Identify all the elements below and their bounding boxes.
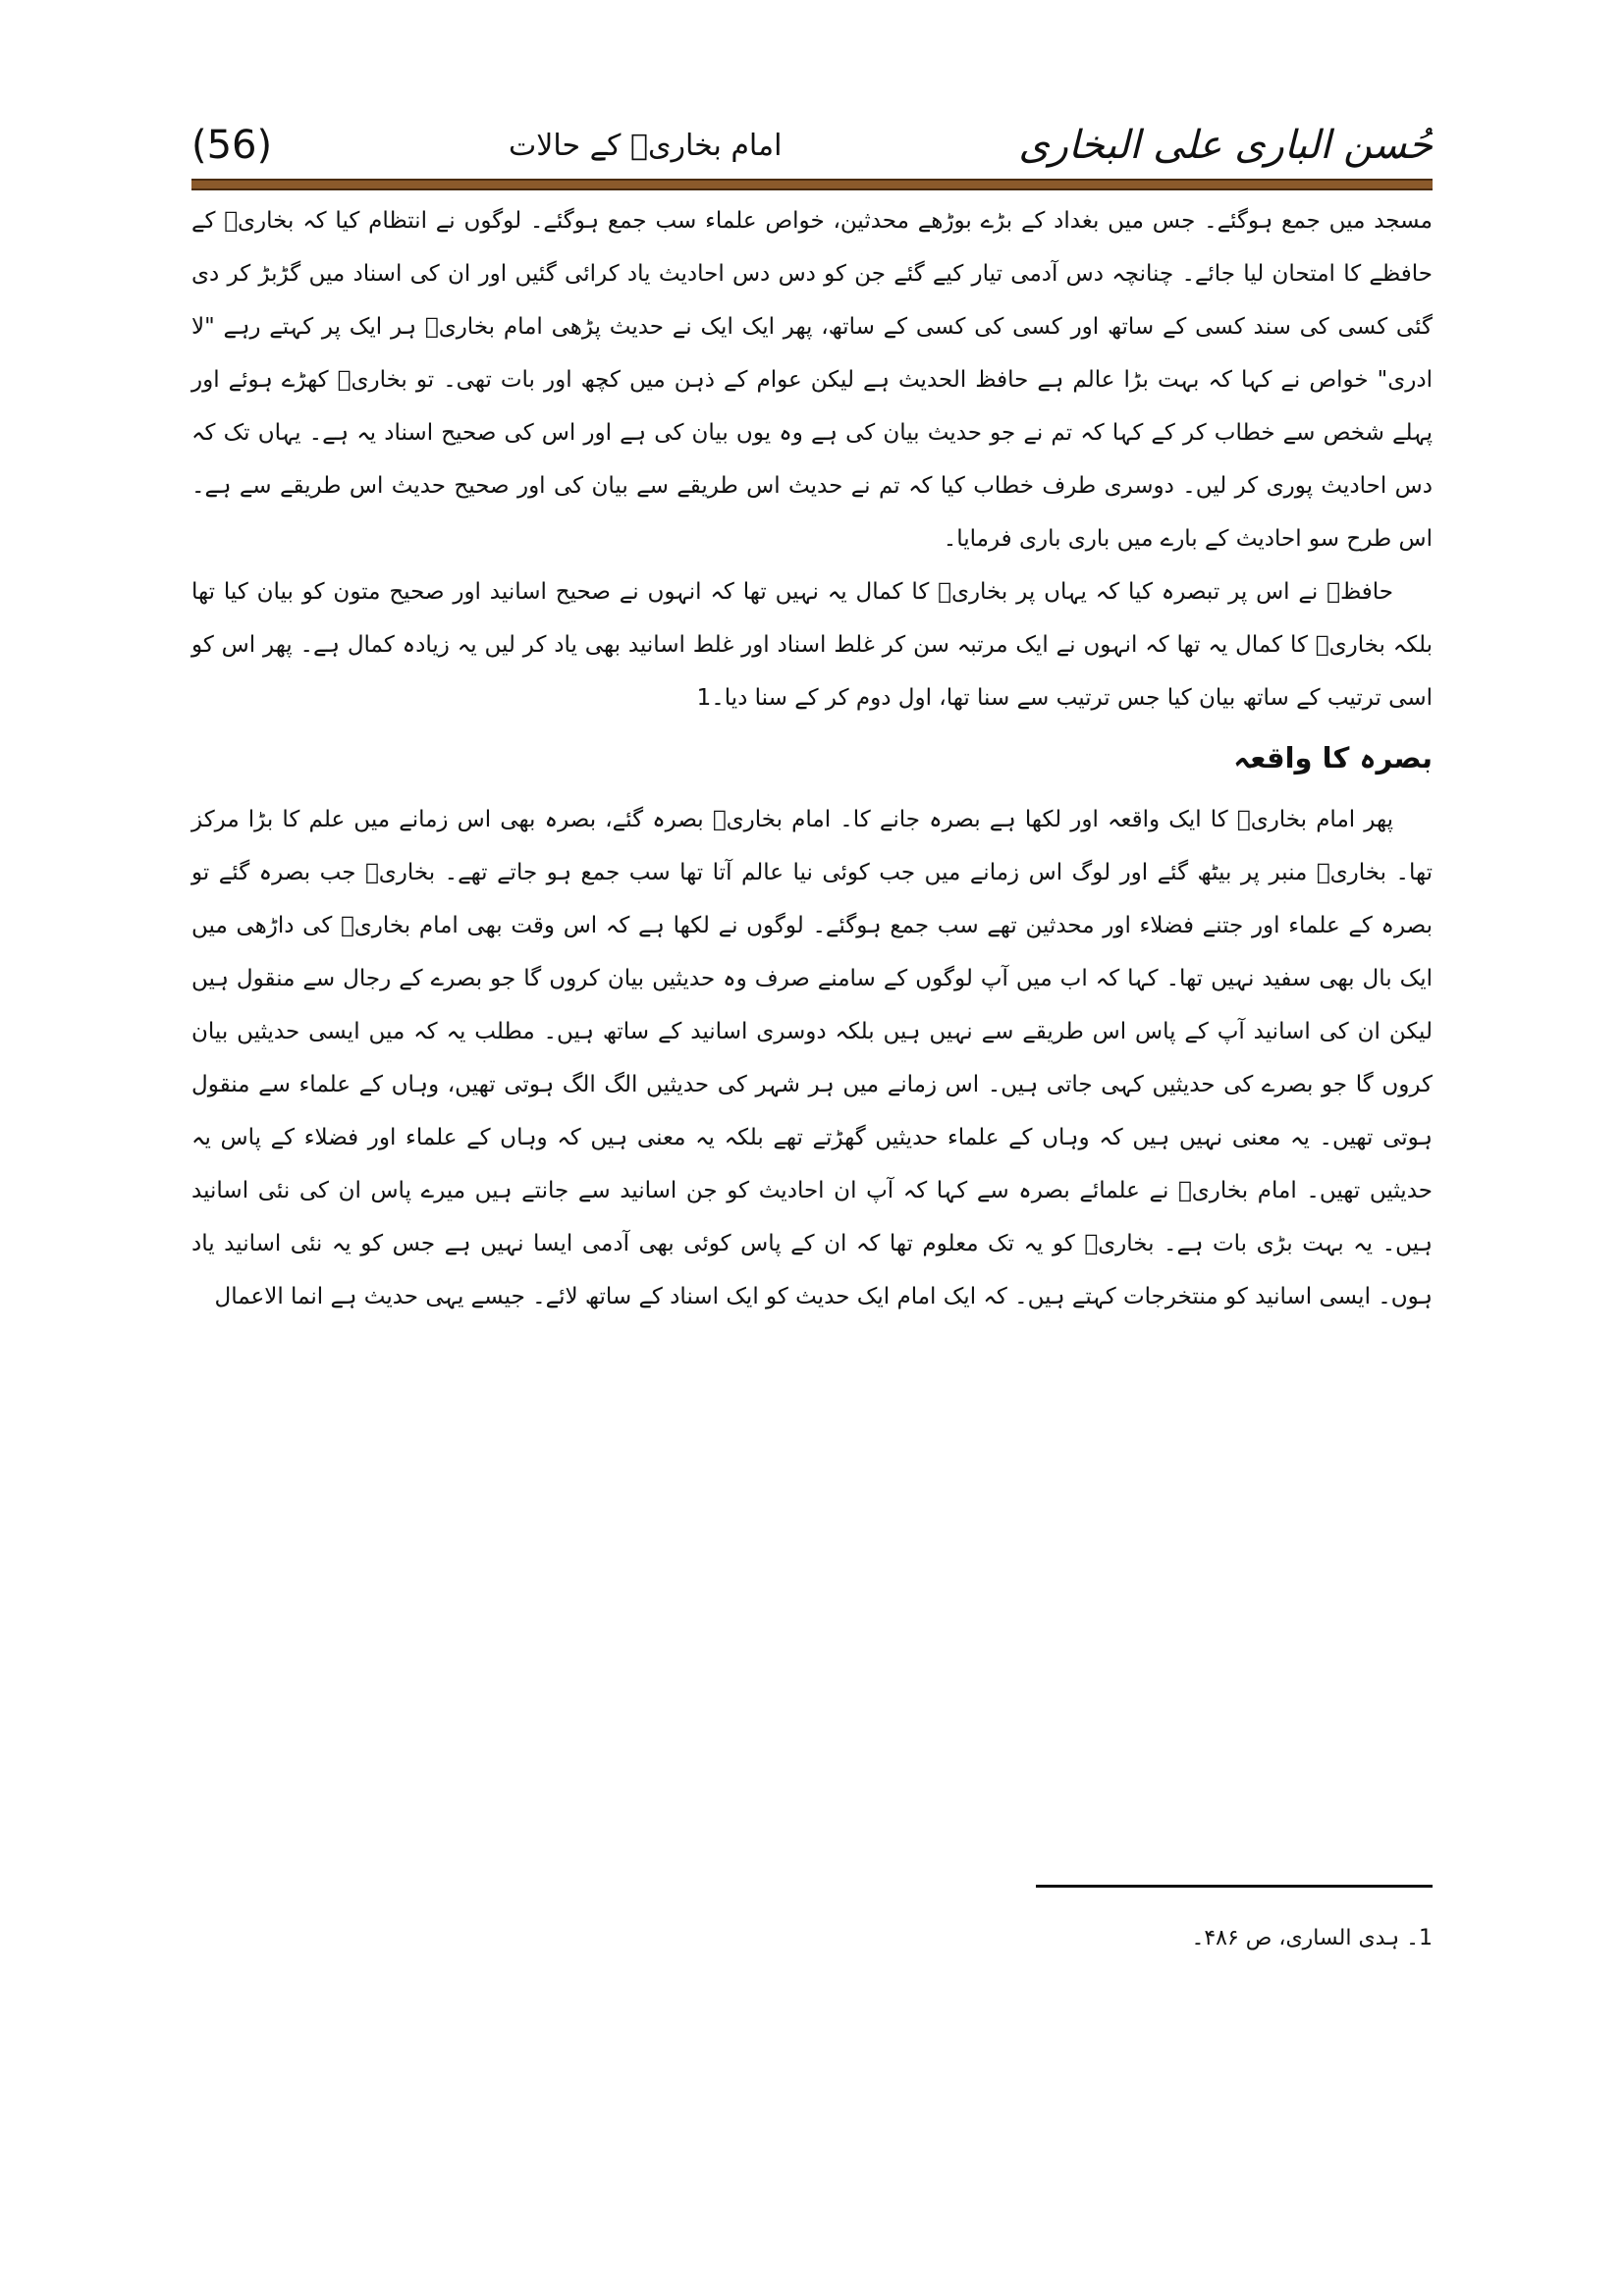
header-divider — [191, 179, 1433, 190]
footnote-divider — [1036, 1885, 1433, 1888]
footnote: 1۔ ہدی الساری، ص ۴۸۶۔ — [1191, 1926, 1433, 1950]
paragraph: حافظؒ نے اس پر تبصرہ کیا کہ یہاں پر بخاریؒ کا کمال یہ نہیں تھا کہ انہوں نے صحیح اسانید اور صحیح متون کو بیان کیا تھا بلکہ بخاریؒ کا کمال یہ تھا کہ انہوں نے ایک مرتبہ سن کر غلط اسناد اور غلط اسانید بھی یاد کر لیں یہ زیادہ کمال ہے۔ پھر اس کو اسی ترتیب کے ساتھ بیان کیا جس ترتیب سے سنا تھا، اول دوم کر کے سنا دیا۔1 — [191, 579, 1433, 711]
chapter-title: امام بخاریؒ کے حالات — [509, 128, 783, 163]
paragraph: پھر امام بخاریؒ کا ایک واقعہ اور لکھا ہے بصرہ جانے کا۔ امام بخاریؒ بصرہ گئے، بصرہ بھی اس زمانے میں علم کا بڑا مرکز تھا۔ بخاریؒ منبر پر بیٹھ گئے اور لوگ اس زمانے میں جب کوئی نیا عالم آتا تھا سب جمع ہو جاتے تھے۔ بخاریؒ جب بصرہ گئے تو بصرہ کے علماء اور جتنے فضلاء اور محدثین تھے سب جمع ہوگئے۔ لوگوں نے لکھا ہے کہ اس وقت بھی امام بخاریؒ کی داڑھی میں ایک بال بھی سفید نہیں تھا۔ کہا کہ اب میں آپ لوگوں کے سامنے صرف وہ حدیثیں بیان کروں گا جو بصرے کے رجال سے منقول ہیں لیکن ان کی اسانید آپ کے پاس اس طریقے سے نہیں ہیں بلکہ دوسری اسانید کے ساتھ ہیں۔ مطلب یہ کہ میں ایسی حدیثیں بیان کروں گا جو بصرے کی حدیثیں کہی جاتی ہیں۔ اس زمانے میں ہر شہر کی حدیثیں الگ الگ ہوتی تھیں، وہاں کے علماء سے منقول ہوتی تھیں۔ یہ معنی نہیں ہیں کہ وہاں کے علماء حدیثیں گھڑتے تھے بلکہ یہ معنی ہیں کہ وہاں کے علماء اور فضلاء کے پاس یہ حدیثیں تھیں۔ امام بخاریؒ نے علمائے بصرہ سے کہا کہ آپ ان احادیث کو جن اسانید سے جانتے ہیں میرے پاس ان کی نئی اسانید ہیں۔ یہ بہت بڑی بات ہے۔ بخاریؒ کو یہ تک معلوم تھا کہ ان کے پاس کوئی بھی آدمی ایسا نہیں ہے جس کو یہ نئی اسانید یاد ہوں۔ ایسی اسانید کو منتخرجات کہتے ہیں۔ کہ ایک امام ایک حدیث کو ایک اسناد کے ساتھ لائے۔ جیسے یہی حدیث ہے انما الاعمال — [191, 807, 1433, 1309]
book-title: حُسن الباری علی البخاری — [1018, 123, 1433, 168]
page-header — [191, 106, 1433, 185]
page-number: (56) — [191, 123, 273, 168]
section-heading: بصرہ کا واقعہ — [1233, 741, 1433, 774]
page-body — [191, 194, 1433, 1323]
paragraph: مسجد میں جمع ہوگئے۔ جس میں بغداد کے بڑے بوڑھے محدثین، خواص علماء سب جمع ہوگئے۔ لوگوں نے انتظام کیا کہ بخاریؒ کے حافظے کا امتحان لیا جائے۔ چنانچہ دس آدمی تیار کیے گئے جن کو دس دس احادیث یاد کرائی گئیں اور ان کی اسناد میں گڑبڑ کر دی گئی کسی کی سند کسی کے ساتھ اور کسی کی کسی کے ساتھ، پھر ایک ایک نے حدیث پڑھی امام بخاریؒ ہر ایک پر کہتے رہے "لا ادری" خواص نے کہا کہ بہت بڑا عالم ہے حافظ الحدیث ہے لیکن عوام کے ذہن میں کچھ اور بات تھی۔ تو بخاریؒ کھڑے ہوئے اور پہلے شخص سے خطاب کر کے کہا کہ تم نے جو حدیث بیان کی ہے وہ یوں بیان کی ہے اور اس کی صحیح اسناد یہ ہے۔ یہاں تک کہ دس احادیث پوری کر لیں۔ دوسری طرف خطاب کیا کہ تم نے حدیث اس طریقے سے بیان کی اور صحیح حدیث اس طریقے سے ہے۔ اس طرح سو احادیث کے بارے میں باری باری فرمایا۔ — [191, 208, 1433, 552]
